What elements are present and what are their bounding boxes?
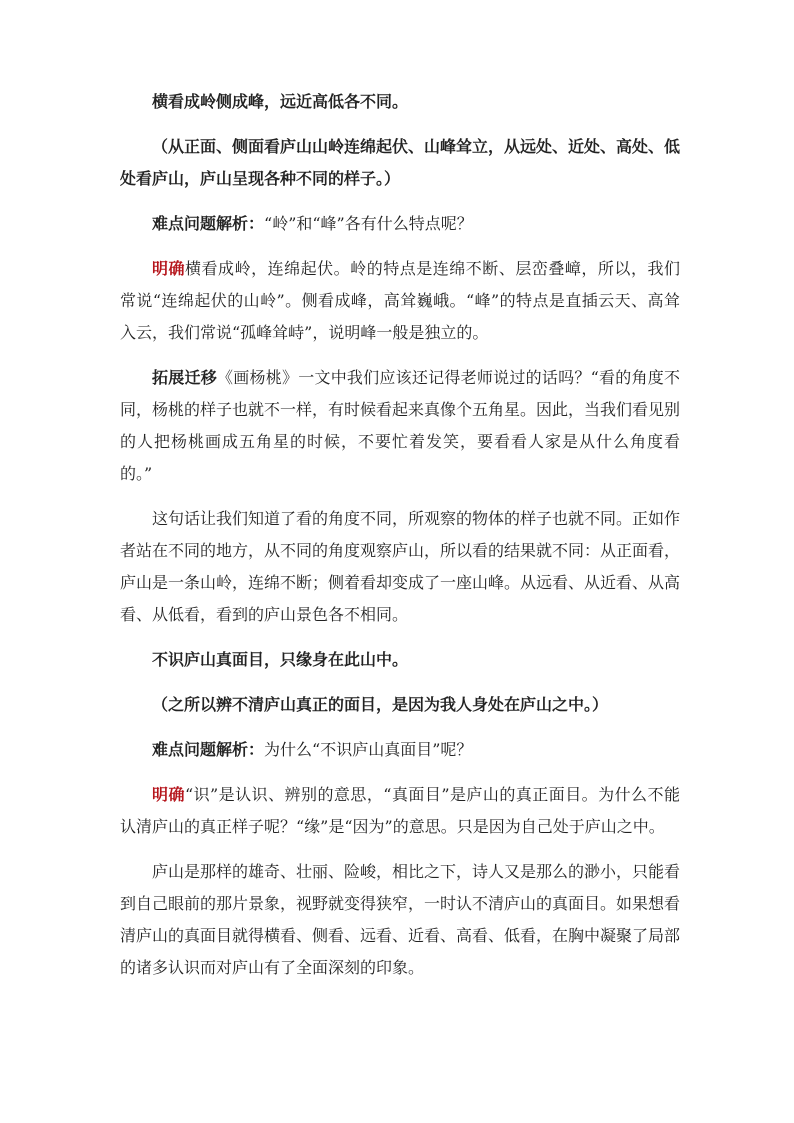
poem-line-1-note: （从正面、侧面看庐山山岭连绵起伏、山峰耸立，从远处、近处、高处、低处看庐山，庐山呈现各种不同的样子。） <box>120 137 681 188</box>
answer-1-text: 横看成岭，连绵起伏。岭的特点是连绵不断、层峦叠嶂，所以，我们常说“连绵起伏的山岭”。侧看成峰，高耸巍峨。“峰”的特点是直插云天、高耸入云，我们常说“孤峰耸峙”，说明峰一般是独立的。 <box>120 259 680 342</box>
question-1 <box>120 208 680 240</box>
extension-text: 《画杨桃》一文中我们应该还记得老师说过的话吗？“看的角度不同，杨桃的样子也就不一样，有时候看起来真像个五角星。因此，当我们看见别的人把杨桃画成五角星的时候，不要忙着发笑，要看看人家是从什么角度看的。” <box>120 368 681 483</box>
poem-line-1: 横看成岭侧成峰，远近高低各不同。 <box>152 92 409 111</box>
extension-label: 拓展迁移 <box>152 368 217 387</box>
poem-line-2-note: （之所以辨不清庐山真正的面目，是因为我人身处在庐山之中。） <box>152 695 609 714</box>
answer-2-label: 明确 <box>152 785 185 804</box>
paragraph-2: 庐山是那样的雄奇、壮丽、险峻，相比之下，诗人又是那么的渺小，只能看到自己眼前的那片景象，视野就变得狭窄，一时认不清庐山的真面目。如果想看清庐山的真面目就得横看、侧看、远看、近看、高看、低看，在胸中凝聚了局部的诸多认识而对庐山有了全面深刻的印象。 <box>120 862 681 977</box>
answer-1-label: 明确 <box>152 259 186 278</box>
answer-1 <box>120 253 680 349</box>
paragraph-1: 这句话让我们知道了看的角度不同，所观察的物体的样子也就不同。正如作者站在不同的地方，从不同的角度观察庐山，所以看的结果就不同：从正面看，庐山是一条山岭，连绵不断；侧着看却变成了一座山峰。从远看、从近看、从高看、从低看，看到的庐山景色各不相同。 <box>120 509 681 624</box>
question-1-text: “岭”和“峰”各有什么特点呢？ <box>264 214 473 233</box>
question-2-text: 为什么“不识庐山真面目”呢？ <box>264 740 473 759</box>
poem-line-2: 不识庐山真面目，只缘身在此山中。 <box>152 650 409 669</box>
extension <box>120 362 680 490</box>
document-page <box>120 86 680 997</box>
question-1-label: 难点问题解析： <box>152 214 265 233</box>
question-2 <box>120 734 680 766</box>
question-2-label: 难点问题解析： <box>152 740 265 759</box>
answer-2 <box>120 779 680 843</box>
answer-2-text: “识”是认识、辨别的意思，“真面目”是庐山的真正面目。为什么不能认清庐山的真正样子呢？“缘”是“因为”的意思。只是因为自己处于庐山之中。 <box>120 785 680 836</box>
